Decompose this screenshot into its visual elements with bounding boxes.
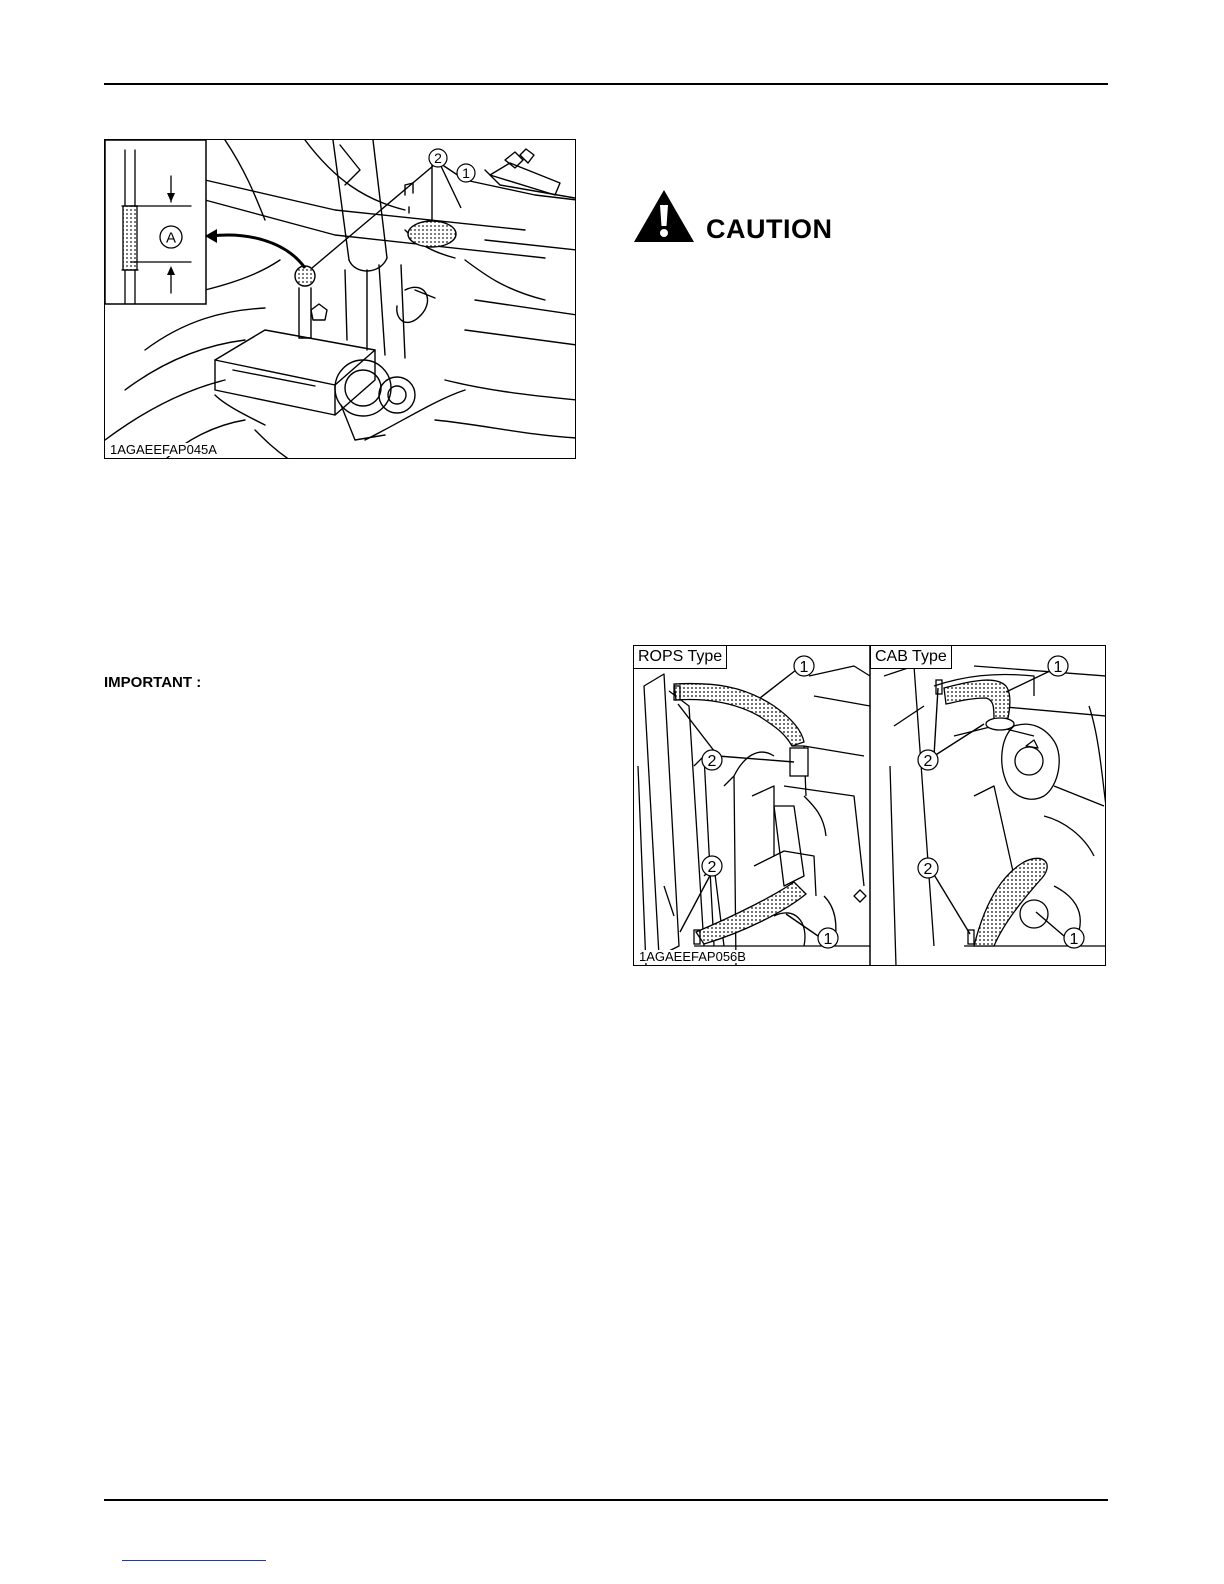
important-label: IMPORTANT : bbox=[104, 674, 202, 691]
figure-code: 1AGAEEFAP045A bbox=[110, 442, 217, 457]
callout-number: 1 bbox=[462, 165, 470, 181]
callout-number: 2 bbox=[707, 859, 717, 876]
warning-triangle-icon bbox=[632, 188, 696, 244]
header-rule bbox=[104, 83, 1108, 85]
caution-label: CAUTION bbox=[706, 214, 833, 244]
figure-check-wear-pin bbox=[104, 139, 576, 459]
figure-2-drawing bbox=[634, 646, 1106, 966]
footer-rule bbox=[104, 1499, 1108, 1501]
callout-number: 1 bbox=[799, 659, 809, 676]
figure-code: 1AGAEEFAP056B bbox=[639, 949, 746, 964]
callout-number: 1 bbox=[823, 931, 833, 948]
figure-1-drawing bbox=[105, 140, 576, 459]
caution-heading bbox=[632, 188, 833, 244]
footer-link-underline[interactable] bbox=[122, 1560, 266, 1561]
panel-title-cab: CAB Type bbox=[870, 646, 952, 669]
panel-title-rops: ROPS Type bbox=[634, 646, 727, 669]
callout-number: 2 bbox=[923, 753, 933, 770]
detail-label-a: A bbox=[165, 229, 177, 247]
callout-number: 1 bbox=[1069, 931, 1079, 948]
callout-number: 2 bbox=[707, 753, 717, 770]
figure-radiator-hoses bbox=[633, 645, 1106, 966]
callout-number: 1 bbox=[1053, 659, 1063, 676]
callout-number: 2 bbox=[923, 861, 933, 878]
callout-number: 2 bbox=[434, 150, 442, 166]
